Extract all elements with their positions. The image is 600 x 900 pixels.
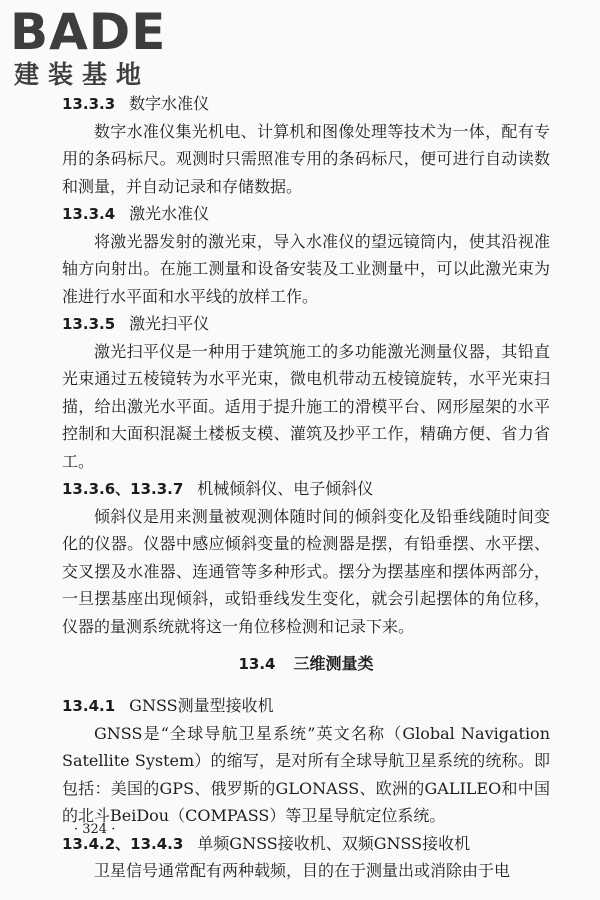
section-title: GNSS测量型接收机 xyxy=(129,696,274,715)
section-heading xyxy=(62,310,550,338)
chapter-title: 三维测量类 xyxy=(293,654,374,673)
section-number: 13.3.3 xyxy=(62,95,116,113)
section-13-3-5 xyxy=(62,310,550,475)
section-heading xyxy=(62,200,550,228)
page-body xyxy=(62,90,550,885)
section-title: 激光水准仪 xyxy=(129,204,210,223)
section-13-3-6-7 xyxy=(62,475,550,640)
logo-brand-text: BADE xyxy=(10,3,167,61)
chapter-heading xyxy=(62,650,550,678)
chapter-number: 13.4 xyxy=(238,655,276,673)
section-title: 单频GNSS接收机、双频GNSS接收机 xyxy=(197,833,471,853)
bade-logo xyxy=(8,4,178,94)
section-number: 13.4.1 xyxy=(62,697,116,715)
section-paragraph: 倾斜仪是用来测量被观测体随时间的倾斜变化及铅垂线随时间变化的仪器。仪器中感应倾斜变量的检测器是摆，有铅垂摆、水平摆、交叉摆及水准器、连通管等多种形式。摆分为摆基座和摆体两部分，一旦摆基座出现倾斜，或铅垂线发生变化，就会引起摆体的角位移，仪器的量测系统就将这一角位移检测和记录下来。 xyxy=(62,506,550,636)
section-number: 13.4.2、13.4.3 xyxy=(62,834,184,853)
section-13-4-1 xyxy=(62,692,550,830)
section-title: 机械倾斜仪、电子倾斜仪 xyxy=(197,479,374,498)
section-title: 数字水准仪 xyxy=(129,94,210,113)
section-paragraph: 将激光器发射的激光束，导入水准仪的望远镜筒内，使其沿视准轴方向射出。在施工测量和设备安装及工业测量中，可以此激光束为准进行水平面和水平线的放样工作。 xyxy=(62,231,550,306)
section-heading xyxy=(62,692,550,720)
section-13-3-3 xyxy=(62,90,550,200)
page-number: · 324 · xyxy=(74,822,116,837)
section-number: 13.3.4 xyxy=(62,205,116,223)
section-title: 激光扫平仪 xyxy=(129,314,210,333)
section-heading xyxy=(62,475,550,503)
logo-subtitle: 建装基地 xyxy=(14,60,151,89)
section-number: 13.3.5 xyxy=(62,315,116,333)
section-paragraph: 激光扫平仪是一种用于建筑施工的多功能激光测量仪器，其铅直光束通过五棱镜转为水平光束，微电机带动五棱镜旋转，水平光束扫描，给出激光水平面。适用于提升施工的滑模平台、网形屋架的水平控制和大面积混凝土楼板支模、灌筑及抄平工作，精确方便、省力省工。 xyxy=(62,341,550,471)
section-paragraph: 数字水准仪集光机电、计算机和图像处理等技术为一体，配有专用的条码标尺。观测时只需照准专用的条码标尺，便可进行自动读数和测量，并自动记录和存储数据。 xyxy=(62,121,550,196)
section-paragraph: 卫星信号通常配有两种载频，目的在于测量出或消除由于电 xyxy=(94,861,511,880)
section-13-3-4 xyxy=(62,200,550,310)
section-heading xyxy=(62,90,550,118)
section-paragraph: GNSS是“全球导航卫星系统”英文名称（Global Navigation Satellite System）的缩写，是对所有全球导航卫星系统的统称。即包括：美国的GPS、俄罗斯的GLONASS、欧洲的GALILEO和中国的北斗BeiDou（COMPASS）等卫星导航定位系统。 xyxy=(62,723,550,825)
section-heading xyxy=(62,830,550,858)
section-number: 13.3.6、13.3.7 xyxy=(62,480,184,498)
section-13-4-2-3 xyxy=(62,830,550,885)
